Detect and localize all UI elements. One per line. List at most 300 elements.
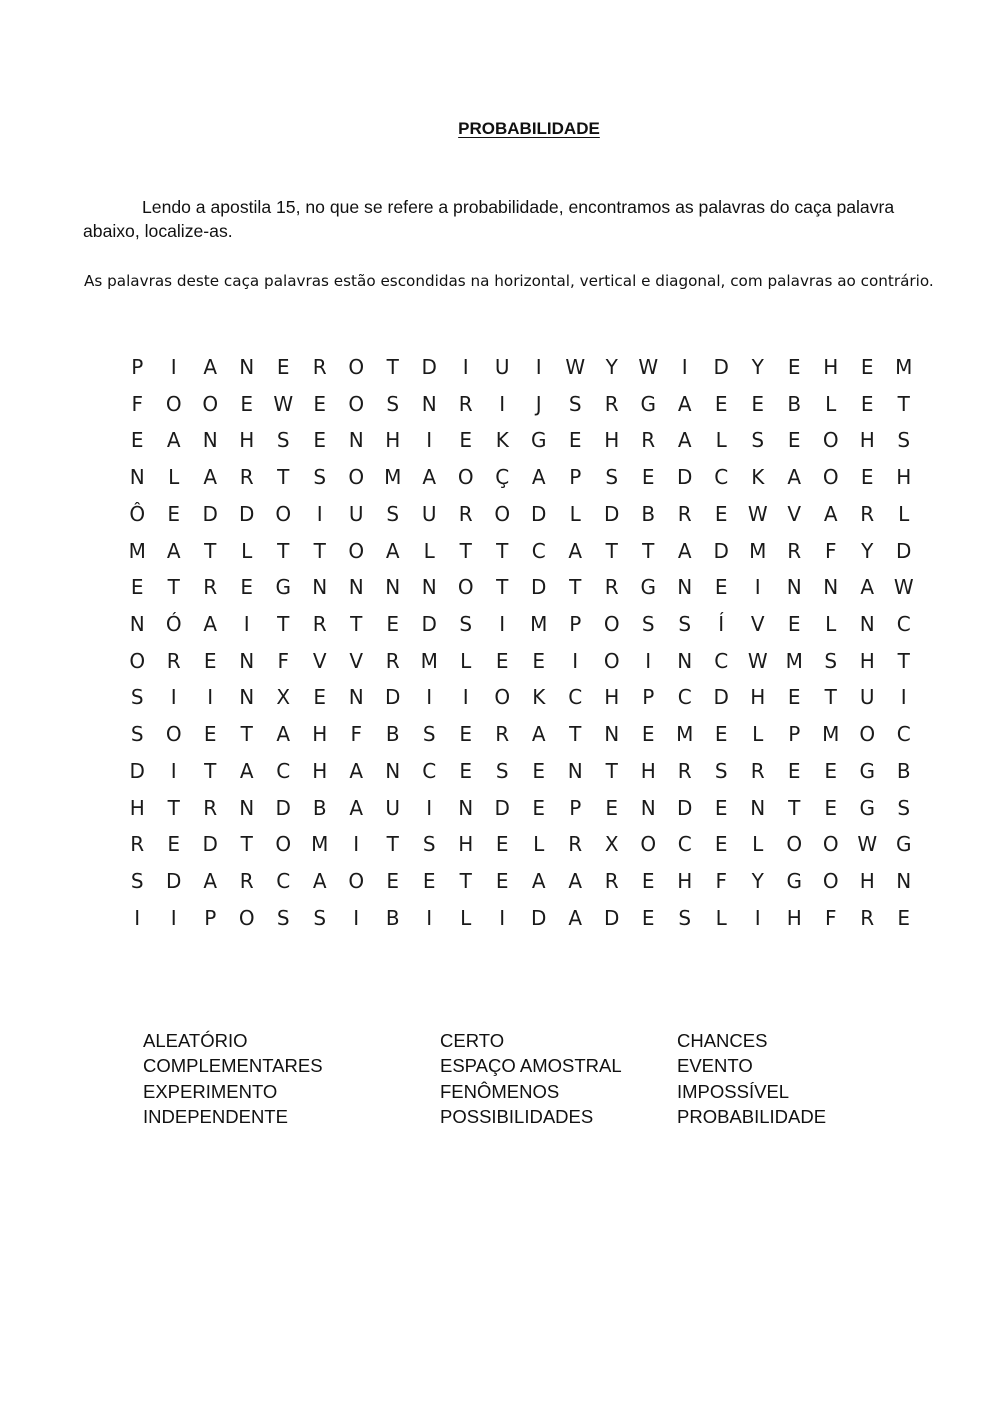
grid-letter[interactable]: A: [203, 869, 218, 894]
grid-letter[interactable]: S: [714, 758, 728, 783]
grid-letter[interactable]: O: [348, 355, 365, 379]
grid-letter[interactable]: T: [240, 832, 253, 857]
grid-letter[interactable]: S: [678, 905, 692, 930]
grid-letter[interactable]: I: [499, 612, 506, 637]
grid-letter[interactable]: B: [641, 501, 656, 526]
grid-letter[interactable]: E: [641, 722, 655, 747]
grid-letter[interactable]: C: [896, 722, 911, 747]
grid-letter[interactable]: E: [714, 832, 728, 857]
grid-letter[interactable]: A: [568, 869, 583, 894]
grid-letter[interactable]: D: [275, 795, 291, 820]
grid-letter[interactable]: V: [787, 501, 802, 526]
grid-letter[interactable]: G: [896, 832, 912, 857]
grid-letter[interactable]: N: [896, 869, 912, 894]
grid-letter[interactable]: T: [897, 391, 910, 416]
grid-letter[interactable]: A: [531, 869, 546, 894]
grid-letter[interactable]: E: [386, 612, 400, 637]
grid-letter[interactable]: H: [129, 795, 145, 820]
grid-letter[interactable]: I: [900, 685, 907, 710]
grid-letter[interactable]: B: [385, 722, 400, 747]
grid-letter[interactable]: I: [426, 905, 433, 930]
grid-letter[interactable]: E: [641, 465, 655, 490]
grid-letter[interactable]: T: [496, 575, 509, 600]
grid-letter[interactable]: P: [788, 722, 801, 747]
grid-letter[interactable]: S: [386, 391, 400, 416]
grid-letter[interactable]: T: [788, 795, 801, 820]
grid-letter[interactable]: T: [605, 538, 618, 563]
grid-letter[interactable]: I: [499, 391, 506, 416]
grid-letter[interactable]: T: [824, 685, 837, 710]
grid-letter[interactable]: E: [459, 722, 473, 747]
grid-letter[interactable]: S: [130, 685, 144, 710]
grid-letter[interactable]: S: [897, 428, 911, 453]
grid-letter[interactable]: R: [604, 575, 619, 600]
grid-letter[interactable]: I: [134, 905, 141, 930]
grid-letter[interactable]: E: [459, 758, 473, 783]
grid-letter[interactable]: D: [604, 501, 620, 526]
grid-letter[interactable]: V: [750, 612, 765, 637]
grid-letter[interactable]: A: [166, 538, 181, 563]
grid-letter[interactable]: P: [642, 685, 655, 710]
grid-letter[interactable]: E: [751, 391, 765, 416]
grid-letter[interactable]: E: [714, 575, 728, 600]
grid-letter[interactable]: N: [823, 575, 839, 600]
grid-letter[interactable]: E: [787, 612, 801, 637]
grid-letter[interactable]: S: [276, 905, 290, 930]
grid-letter[interactable]: D: [385, 685, 401, 710]
grid-letter[interactable]: I: [170, 905, 177, 930]
grid-letter[interactable]: U: [494, 355, 510, 379]
grid-letter[interactable]: R: [239, 465, 254, 490]
grid-letter[interactable]: O: [275, 501, 292, 526]
grid-letter[interactable]: E: [532, 648, 546, 673]
grid-letter[interactable]: E: [422, 869, 436, 894]
grid-letter[interactable]: B: [896, 758, 911, 783]
grid-letter[interactable]: N: [385, 758, 401, 783]
grid-letter[interactable]: E: [240, 575, 254, 600]
grid-letter[interactable]: I: [499, 905, 506, 930]
grid-letter[interactable]: C: [896, 612, 911, 637]
grid-letter[interactable]: H: [604, 428, 620, 453]
grid-letter[interactable]: E: [313, 391, 327, 416]
grid-letter[interactable]: I: [462, 685, 469, 710]
grid-letter[interactable]: R: [203, 575, 218, 600]
grid-letter[interactable]: A: [349, 758, 364, 783]
grid-letter[interactable]: S: [568, 391, 582, 416]
grid-letter[interactable]: S: [313, 465, 327, 490]
grid-letter[interactable]: O: [275, 832, 292, 857]
grid-letter[interactable]: S: [130, 869, 144, 894]
grid-letter[interactable]: X: [604, 832, 619, 857]
grid-letter[interactable]: H: [385, 428, 401, 453]
grid-letter[interactable]: I: [535, 355, 542, 379]
grid-letter[interactable]: S: [751, 428, 765, 453]
grid-letter[interactable]: G: [859, 758, 875, 783]
grid-letter[interactable]: E: [495, 869, 509, 894]
grid-letter[interactable]: E: [203, 648, 217, 673]
grid-letter[interactable]: F: [277, 648, 289, 673]
grid-letter[interactable]: D: [421, 355, 437, 379]
grid-letter[interactable]: D: [531, 501, 547, 526]
grid-letter[interactable]: A: [823, 501, 838, 526]
grid-letter[interactable]: R: [312, 612, 327, 637]
grid-letter[interactable]: A: [568, 905, 583, 930]
grid-letter[interactable]: M: [311, 832, 329, 857]
grid-letter[interactable]: E: [641, 869, 655, 894]
grid-letter[interactable]: E: [568, 428, 582, 453]
grid-letter[interactable]: L: [715, 428, 727, 453]
grid-letter[interactable]: N: [239, 355, 255, 379]
grid-letter[interactable]: D: [677, 795, 693, 820]
grid-letter[interactable]: L: [460, 648, 472, 673]
grid-letter[interactable]: O: [494, 501, 511, 526]
grid-letter[interactable]: E: [130, 575, 144, 600]
grid-letter[interactable]: S: [459, 612, 473, 637]
grid-letter[interactable]: A: [677, 538, 692, 563]
grid-letter[interactable]: N: [786, 575, 802, 600]
grid-letter[interactable]: N: [129, 612, 145, 637]
grid-letter[interactable]: S: [422, 722, 436, 747]
grid-letter[interactable]: E: [167, 832, 181, 857]
grid-letter[interactable]: B: [312, 795, 327, 820]
grid-letter[interactable]: E: [313, 428, 327, 453]
grid-letter[interactable]: R: [787, 538, 802, 563]
grid-letter[interactable]: D: [166, 869, 182, 894]
grid-letter[interactable]: B: [385, 905, 400, 930]
grid-letter[interactable]: S: [276, 428, 290, 453]
grid-letter[interactable]: A: [203, 355, 218, 379]
grid-letter[interactable]: F: [715, 869, 727, 894]
grid-letter[interactable]: Ô: [129, 501, 146, 526]
grid-letter[interactable]: A: [531, 722, 546, 747]
grid-letter[interactable]: E: [203, 722, 217, 747]
grid-letter[interactable]: D: [896, 538, 912, 563]
grid-letter[interactable]: A: [385, 538, 400, 563]
grid-letter[interactable]: U: [421, 501, 437, 526]
grid-letter[interactable]: F: [824, 538, 837, 563]
grid-letter[interactable]: G: [859, 795, 875, 820]
grid-letter[interactable]: L: [898, 501, 910, 526]
grid-letter[interactable]: R: [130, 832, 145, 857]
grid-letter[interactable]: G: [531, 428, 547, 453]
grid-letter[interactable]: E: [897, 905, 911, 930]
grid-letter[interactable]: E: [495, 648, 509, 673]
grid-letter[interactable]: A: [568, 538, 583, 563]
grid-letter[interactable]: I: [462, 355, 469, 379]
grid-letter[interactable]: P: [204, 905, 217, 930]
grid-letter[interactable]: R: [385, 648, 400, 673]
grid-letter[interactable]: N: [567, 758, 583, 783]
grid-letter[interactable]: O: [822, 832, 839, 857]
grid-letter[interactable]: L: [241, 538, 253, 563]
grid-letter[interactable]: O: [202, 391, 219, 416]
grid-letter[interactable]: G: [640, 575, 656, 600]
grid-letter[interactable]: A: [203, 465, 218, 490]
grid-letter[interactable]: P: [569, 612, 582, 637]
grid-letter[interactable]: O: [348, 391, 365, 416]
grid-letter[interactable]: C: [714, 648, 729, 673]
grid-letter[interactable]: O: [165, 722, 182, 747]
grid-letter[interactable]: E: [824, 758, 838, 783]
grid-letter[interactable]: D: [713, 685, 729, 710]
grid-letter[interactable]: D: [202, 501, 218, 526]
grid-letter[interactable]: R: [604, 869, 619, 894]
grid-letter[interactable]: I: [426, 685, 433, 710]
grid-letter[interactable]: X: [276, 685, 291, 710]
grid-letter[interactable]: U: [348, 501, 364, 526]
grid-letter[interactable]: H: [859, 648, 875, 673]
grid-letter[interactable]: H: [604, 685, 620, 710]
grid-letter[interactable]: A: [239, 758, 254, 783]
grid-letter[interactable]: O: [640, 832, 657, 857]
grid-letter[interactable]: R: [860, 501, 875, 526]
grid-letter[interactable]: A: [422, 465, 437, 490]
grid-letter[interactable]: Y: [605, 355, 618, 379]
grid-letter[interactable]: E: [787, 758, 801, 783]
grid-letter[interactable]: R: [239, 869, 254, 894]
grid-letter[interactable]: E: [714, 391, 728, 416]
grid-letter[interactable]: F: [350, 722, 362, 747]
grid-letter[interactable]: O: [603, 612, 620, 637]
grid-letter[interactable]: C: [677, 685, 692, 710]
grid-letter[interactable]: T: [167, 795, 180, 820]
grid-letter[interactable]: O: [348, 538, 365, 563]
grid-letter[interactable]: R: [641, 428, 656, 453]
grid-letter[interactable]: L: [423, 538, 435, 563]
grid-letter[interactable]: C: [276, 758, 291, 783]
grid-letter[interactable]: A: [677, 428, 692, 453]
grid-letter[interactable]: I: [207, 685, 214, 710]
grid-letter[interactable]: L: [460, 905, 472, 930]
grid-letter[interactable]: C: [677, 832, 692, 857]
grid-letter[interactable]: N: [312, 575, 328, 600]
grid-letter[interactable]: R: [458, 391, 473, 416]
grid-letter[interactable]: T: [459, 538, 472, 563]
grid-letter[interactable]: B: [787, 391, 802, 416]
grid-letter[interactable]: N: [677, 648, 693, 673]
grid-letter[interactable]: A: [787, 465, 802, 490]
grid-letter[interactable]: A: [203, 612, 218, 637]
grid-letter[interactable]: E: [860, 355, 874, 379]
grid-letter[interactable]: T: [459, 869, 472, 894]
grid-letter[interactable]: S: [897, 795, 911, 820]
grid-letter[interactable]: G: [640, 391, 656, 416]
grid-letter[interactable]: L: [825, 612, 837, 637]
grid-letter[interactable]: D: [531, 905, 547, 930]
grid-letter[interactable]: L: [752, 832, 764, 857]
grid-letter[interactable]: D: [421, 612, 437, 637]
grid-letter[interactable]: E: [714, 501, 728, 526]
grid-letter[interactable]: O: [165, 391, 182, 416]
grid-letter[interactable]: E: [787, 428, 801, 453]
grid-letter[interactable]: N: [202, 428, 218, 453]
grid-letter[interactable]: L: [825, 391, 837, 416]
grid-letter[interactable]: E: [860, 465, 874, 490]
grid-letter[interactable]: F: [131, 391, 143, 416]
grid-letter[interactable]: J: [535, 391, 542, 416]
grid-letter[interactable]: V: [349, 648, 364, 673]
grid-letter[interactable]: R: [312, 355, 327, 379]
grid-letter[interactable]: I: [243, 612, 250, 637]
grid-letter[interactable]: O: [457, 465, 474, 490]
grid-letter[interactable]: T: [386, 832, 399, 857]
grid-letter[interactable]: N: [348, 575, 364, 600]
grid-letter[interactable]: C: [531, 538, 546, 563]
grid-letter[interactable]: O: [348, 869, 365, 894]
grid-letter[interactable]: T: [277, 465, 290, 490]
grid-letter[interactable]: T: [569, 575, 582, 600]
grid-letter[interactable]: N: [239, 685, 255, 710]
grid-letter[interactable]: Ó: [165, 612, 182, 637]
grid-letter[interactable]: M: [128, 538, 146, 563]
grid-letter[interactable]: S: [605, 465, 619, 490]
grid-letter[interactable]: F: [824, 905, 837, 930]
grid-letter[interactable]: H: [239, 428, 255, 453]
grid-letter[interactable]: N: [348, 685, 364, 710]
grid-letter[interactable]: Í: [718, 612, 725, 637]
grid-letter[interactable]: A: [166, 428, 181, 453]
grid-letter[interactable]: W: [273, 391, 294, 416]
grid-letter[interactable]: M: [676, 722, 694, 747]
grid-letter[interactable]: S: [678, 612, 692, 637]
grid-letter[interactable]: K: [751, 465, 765, 490]
grid-letter[interactable]: N: [129, 465, 145, 490]
grid-letter[interactable]: I: [572, 648, 579, 673]
grid-letter[interactable]: I: [316, 501, 323, 526]
grid-letter[interactable]: S: [824, 648, 838, 673]
grid-letter[interactable]: A: [677, 391, 692, 416]
grid-letter[interactable]: P: [569, 465, 582, 490]
grid-letter[interactable]: U: [385, 795, 401, 820]
grid-letter[interactable]: E: [605, 795, 619, 820]
grid-letter[interactable]: R: [750, 758, 765, 783]
grid-letter[interactable]: H: [640, 758, 656, 783]
grid-letter[interactable]: R: [604, 391, 619, 416]
grid-letter[interactable]: I: [426, 428, 433, 453]
grid-letter[interactable]: E: [495, 832, 509, 857]
grid-letter[interactable]: D: [494, 795, 510, 820]
grid-letter[interactable]: E: [167, 501, 181, 526]
grid-letter[interactable]: E: [787, 685, 801, 710]
grid-letter[interactable]: O: [822, 869, 839, 894]
grid-letter[interactable]: M: [420, 648, 438, 673]
grid-letter[interactable]: D: [129, 758, 145, 783]
grid-letter[interactable]: R: [860, 905, 875, 930]
grid-letter[interactable]: L: [715, 905, 727, 930]
grid-letter[interactable]: T: [204, 758, 217, 783]
grid-letter[interactable]: D: [677, 465, 693, 490]
grid-letter[interactable]: E: [824, 795, 838, 820]
grid-letter[interactable]: H: [458, 832, 474, 857]
grid-letter[interactable]: H: [859, 869, 875, 894]
grid-letter[interactable]: E: [386, 869, 400, 894]
grid-letter[interactable]: O: [822, 465, 839, 490]
grid-letter[interactable]: G: [275, 575, 291, 600]
grid-letter[interactable]: E: [787, 355, 801, 379]
grid-letter[interactable]: L: [168, 465, 180, 490]
grid-letter[interactable]: T: [642, 538, 655, 563]
grid-letter[interactable]: I: [170, 685, 177, 710]
grid-letter[interactable]: A: [531, 465, 546, 490]
grid-letter[interactable]: W: [638, 355, 659, 379]
grid-letter[interactable]: E: [714, 795, 728, 820]
grid-letter[interactable]: M: [895, 355, 913, 379]
grid-letter[interactable]: S: [495, 758, 509, 783]
grid-letter[interactable]: U: [859, 685, 875, 710]
grid-letter[interactable]: C: [422, 758, 437, 783]
grid-letter[interactable]: N: [239, 795, 255, 820]
grid-letter[interactable]: N: [859, 612, 875, 637]
grid-letter[interactable]: Y: [751, 355, 764, 379]
grid-letter[interactable]: A: [860, 575, 875, 600]
grid-letter[interactable]: O: [786, 832, 803, 857]
grid-letter[interactable]: E: [860, 391, 874, 416]
grid-letter[interactable]: T: [277, 612, 290, 637]
grid-letter[interactable]: H: [859, 428, 875, 453]
grid-letter[interactable]: N: [604, 722, 620, 747]
grid-letter[interactable]: H: [823, 355, 839, 379]
grid-letter[interactable]: Y: [861, 538, 874, 563]
grid-letter[interactable]: C: [714, 465, 729, 490]
grid-letter[interactable]: O: [238, 905, 255, 930]
grid-letter[interactable]: A: [276, 722, 291, 747]
grid-letter[interactable]: N: [385, 575, 401, 600]
grid-letter[interactable]: S: [641, 612, 655, 637]
grid-letter[interactable]: C: [276, 869, 291, 894]
grid-letter[interactable]: E: [313, 685, 327, 710]
grid-letter[interactable]: I: [353, 832, 360, 857]
grid-letter[interactable]: T: [605, 758, 618, 783]
grid-letter[interactable]: W: [565, 355, 586, 379]
grid-letter[interactable]: R: [677, 758, 692, 783]
grid-letter[interactable]: W: [747, 501, 768, 526]
grid-letter[interactable]: I: [353, 905, 360, 930]
grid-letter[interactable]: R: [203, 795, 218, 820]
grid-letter[interactable]: W: [893, 575, 914, 600]
grid-letter[interactable]: H: [312, 758, 328, 783]
grid-letter[interactable]: M: [384, 465, 402, 490]
grid-letter[interactable]: E: [130, 428, 144, 453]
grid-letter[interactable]: G: [786, 869, 802, 894]
grid-letter[interactable]: D: [713, 538, 729, 563]
grid-letter[interactable]: Ç: [495, 465, 510, 490]
grid-letter[interactable]: P: [131, 355, 144, 379]
grid-letter[interactable]: N: [640, 795, 656, 820]
grid-letter[interactable]: W: [747, 648, 768, 673]
grid-letter[interactable]: S: [313, 905, 327, 930]
grid-letter[interactable]: O: [603, 648, 620, 673]
grid-letter[interactable]: H: [312, 722, 328, 747]
grid-letter[interactable]: T: [313, 538, 326, 563]
grid-letter[interactable]: N: [458, 795, 474, 820]
grid-letter[interactable]: L: [533, 832, 545, 857]
grid-letter[interactable]: R: [677, 501, 692, 526]
grid-letter[interactable]: S: [386, 501, 400, 526]
grid-letter[interactable]: H: [896, 465, 912, 490]
grid-letter[interactable]: E: [714, 722, 728, 747]
grid-letter[interactable]: E: [532, 795, 546, 820]
grid-letter[interactable]: T: [897, 648, 910, 673]
grid-letter[interactable]: O: [494, 685, 511, 710]
grid-letter[interactable]: E: [276, 355, 290, 379]
grid-letter[interactable]: L: [569, 501, 581, 526]
grid-letter[interactable]: T: [386, 355, 399, 379]
grid-letter[interactable]: M: [749, 538, 767, 563]
grid-letter[interactable]: I: [645, 648, 652, 673]
grid-letter[interactable]: O: [822, 428, 839, 453]
grid-letter[interactable]: O: [859, 722, 876, 747]
grid-letter[interactable]: I: [681, 355, 688, 379]
